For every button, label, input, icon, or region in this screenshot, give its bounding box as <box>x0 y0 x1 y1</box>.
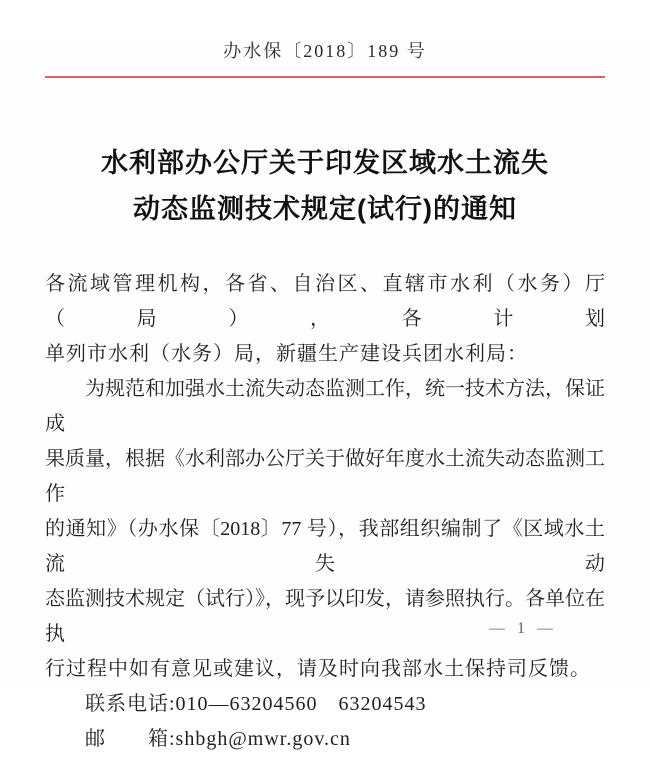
document-title-line-1: 水利部办公厅关于印发区域水土流失 <box>101 148 549 178</box>
contact-email-line: 邮 箱:shbgh@mwr.gov.cn <box>85 728 351 750</box>
document-title-line-2: 动态监测技术规定(试行)的通知 <box>133 194 517 224</box>
document-reference-number: 办水保〔2018〕189 号 <box>223 41 427 61</box>
body-paragraph-line-2: 果质量，根据《水利部办公厅关于做好年度水土流失动态监测工作 <box>45 448 605 505</box>
red-separator-rule <box>45 76 605 78</box>
body-paragraph-line-5: 行过程中如有意见或建议，请及时向我部水土保持司反馈。 <box>45 658 591 680</box>
document-body <box>45 267 605 757</box>
body-salutation-line-1: 各流域管理机构，各省、自治区、直辖市水利（水务）厅（局），各计划 <box>45 273 605 330</box>
page-number: — 1 — <box>489 620 557 637</box>
document-page <box>0 37 650 750</box>
contact-phone-line: 联系电话:010—63204560 63204543 <box>85 693 427 715</box>
body-paragraph-line-3: 的通知》（办水保〔2018〕77 号），我部组织编制了《区域水土流失动 <box>45 518 605 575</box>
body-paragraph-line-4: 态监测技术规定（试行）》，现予以印发，请参照执行。各单位在执 <box>45 588 605 645</box>
body-salutation-line-2: 单列市水利（水务）局，新疆生产建设兵团水利局： <box>45 343 528 365</box>
body-paragraph-line-1: 为规范和加强水土流失动态监测工作，统一技术方法，保证成 <box>45 378 605 435</box>
document-title <box>45 140 605 232</box>
